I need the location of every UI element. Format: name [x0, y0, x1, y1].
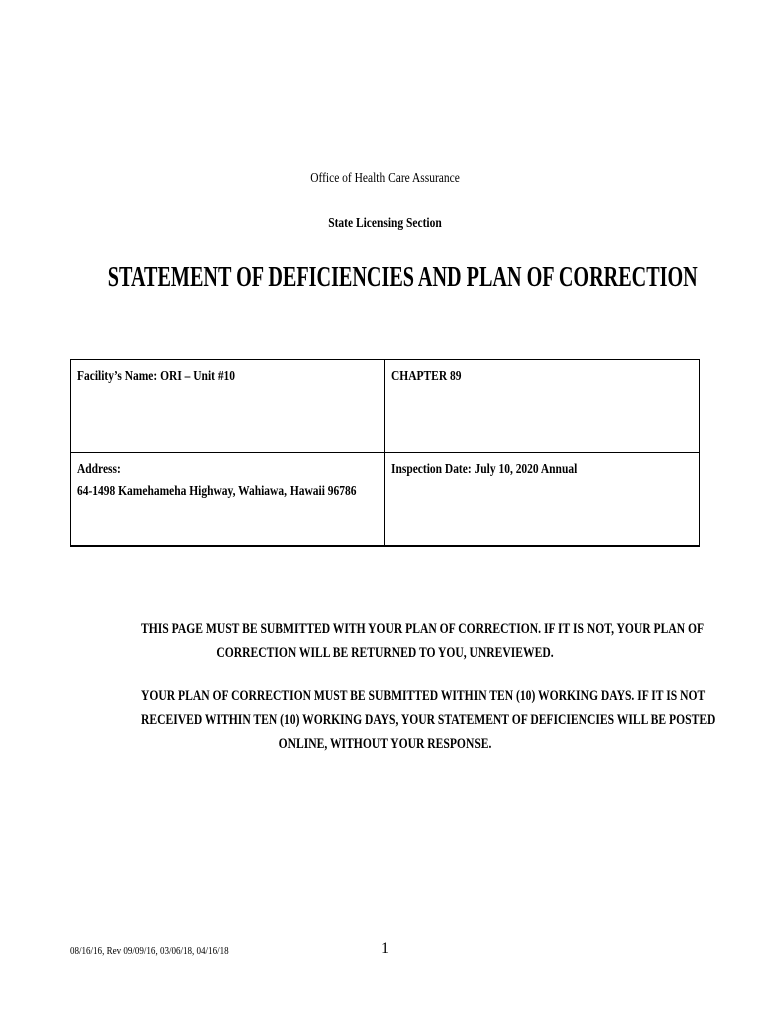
deadline-notice — [80, 684, 716, 756]
chapter-cell: CHAPTER 89 — [391, 369, 462, 384]
revision-dates: 08/16/16, Rev 09/09/16, 03/06/18, 04/16/18 — [70, 945, 229, 957]
table-row — [71, 453, 699, 546]
address-value: 64-1498 Kamehameha Highway, Wahiawa, Hawaii 96786 — [77, 484, 357, 499]
office-name: Office of Health Care Assurance — [310, 171, 460, 186]
facility-info-table — [70, 359, 700, 547]
table-row — [71, 360, 699, 453]
notice-line: CORRECTION WILL BE RETURNED TO YOU, UNREVIEWED. — [216, 645, 554, 661]
document-title: STATEMENT OF DEFICIENCIES AND PLAN OF CORRECTION — [107, 262, 698, 293]
inspection-date-cell: Inspection Date: July 10, 2020 Annual — [391, 462, 578, 477]
notice-line: THIS PAGE MUST BE SUBMITTED WITH YOUR PLAN OF CORRECTION. IF IT IS NOT, YOUR PLAN OF — [141, 621, 705, 637]
facility-name-cell: Facility’s Name: ORI – Unit #10 — [77, 369, 236, 384]
page-number: 1 — [381, 940, 389, 957]
address-cell — [77, 459, 356, 503]
notice-line: ONLINE, WITHOUT YOUR RESPONSE. — [278, 736, 492, 752]
address-label: Address: — [77, 462, 121, 477]
notice-line: YOUR PLAN OF CORRECTION MUST BE SUBMITTED WITHIN TEN (10) WORKING DAYS. IF IT IS NOT — [141, 688, 706, 704]
notice-line: RECEIVED WITHIN TEN (10) WORKING DAYS, YOUR STATEMENT OF DEFICIENCIES WILL BE POSTED — [141, 712, 716, 728]
submission-notice — [80, 617, 705, 665]
section-name: State Licensing Section — [328, 216, 442, 231]
column-divider — [384, 360, 385, 546]
